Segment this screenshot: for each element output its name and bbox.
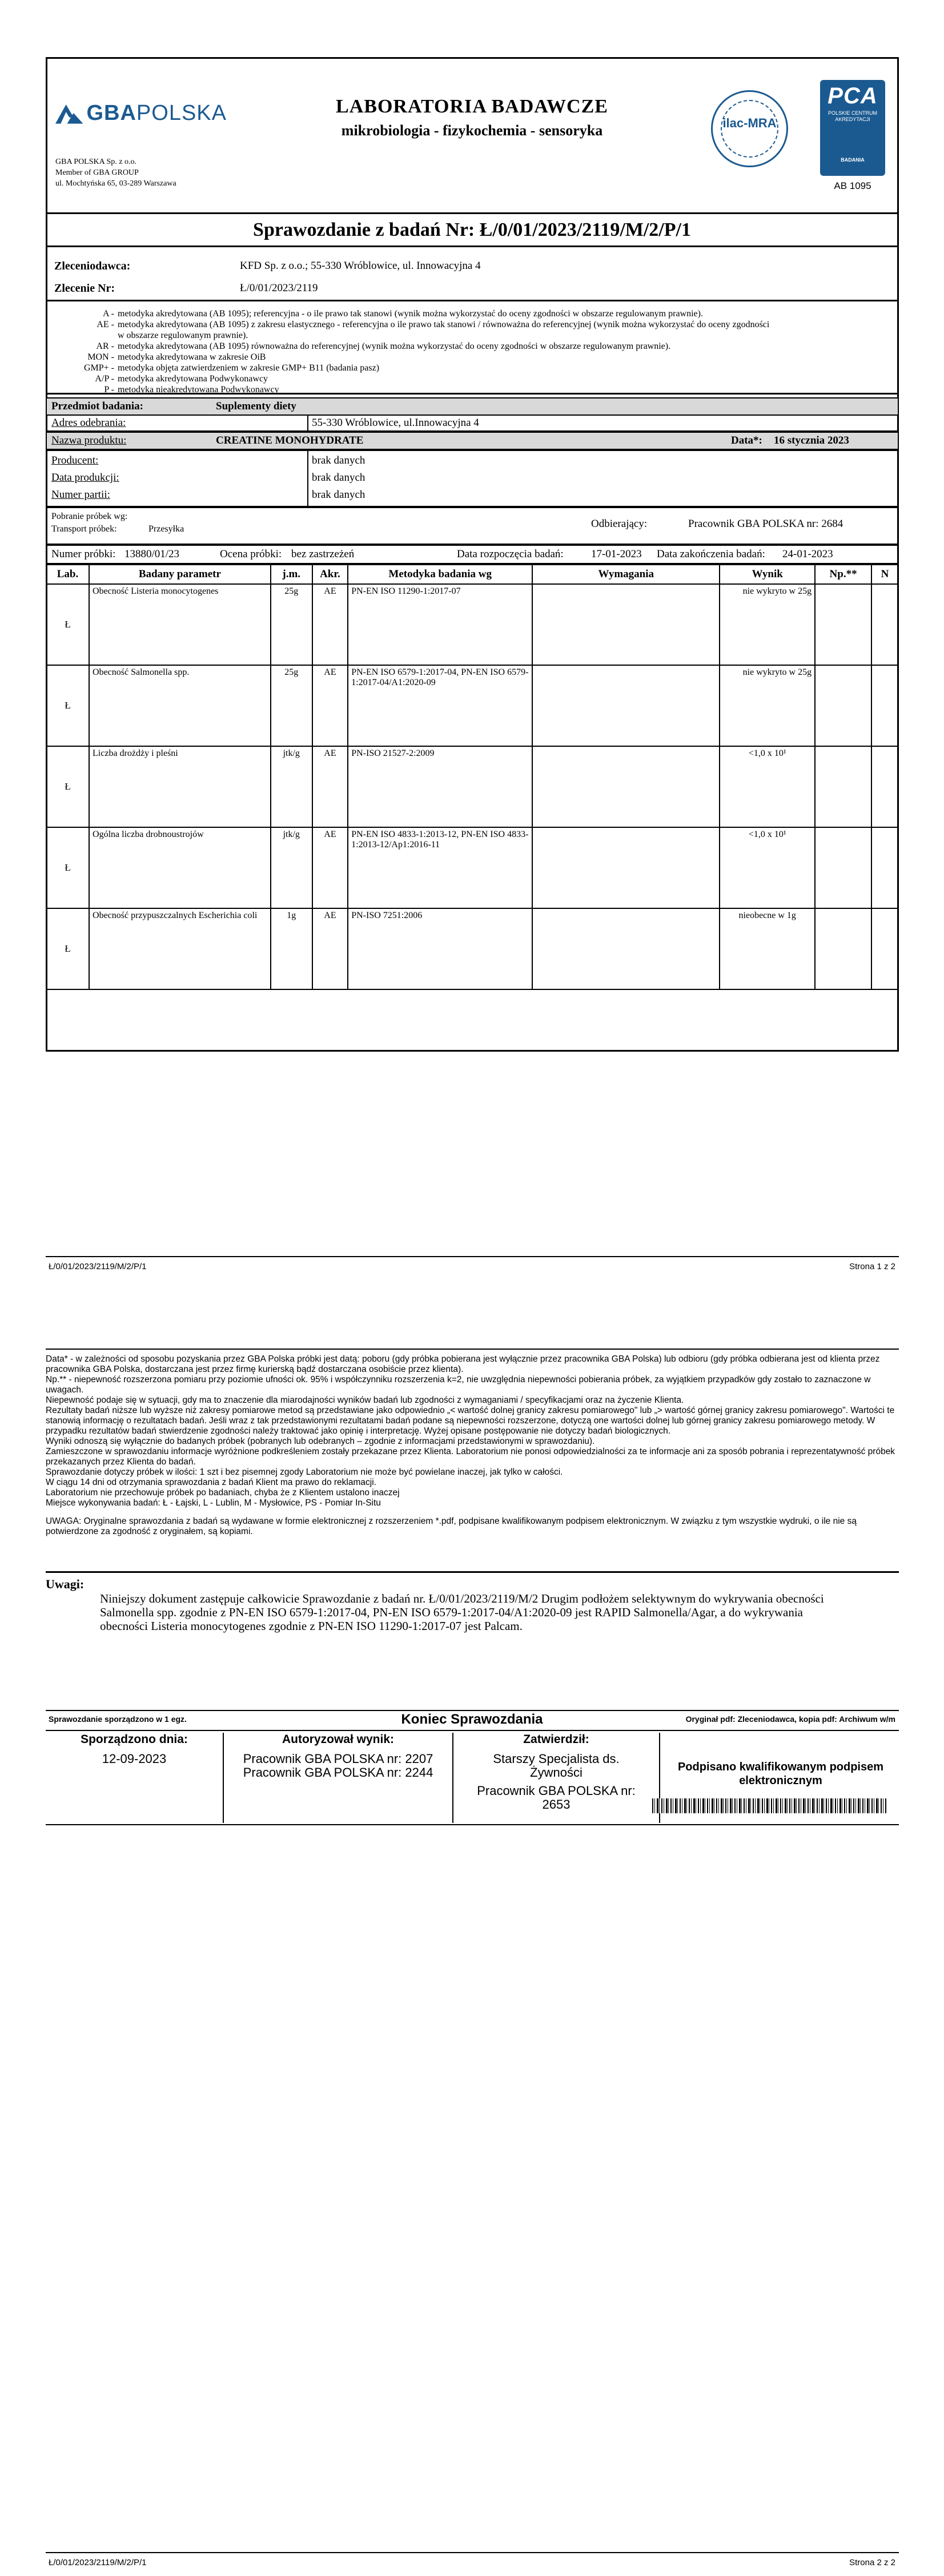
note-text: Rezultaty badań niższe lub wyższe niż zakresy pomiarowe metod są przedstawiane jako odpowiednio „< wartość dolnej granicy zakresu pomiarowego" lub „> wartość górnej granicy zakresu pomiarowego". Wartości te stanowią informację o rezultatach badań. Jeśli wraz z tak przedstawionymi rezultatami badań podane są niepewności rozszerzone, dotyczą one wartości dolnej lub górnej granicy zakresu pomiarowego metody. W przypadku rezultatów badań stwierdzenie zgodności należy traktować jako opinię i interpretację. Wyżej opisane postępowanie nie dotyczy badań biologicznych. — [46, 1406, 895, 1436]
legend-code: GMP+ - — [83, 363, 114, 373]
table-row — [46, 665, 898, 746]
authorized-label: Autoryzował wynik: — [282, 1733, 395, 1746]
transport-value: Przesyłka — [148, 524, 184, 534]
legend-code — [66, 330, 118, 341]
product-label: Nazwa produktu: — [51, 434, 127, 446]
cell-method: PN-ISO 21527-2:2009 — [348, 746, 532, 827]
legend-code: P - — [104, 385, 114, 395]
cell-n — [871, 827, 898, 908]
start-date-value: 17-01-2023 — [591, 548, 642, 560]
receiver-value: Pracownik GBA POLSKA nr: 2684 — [688, 518, 843, 530]
approved-label: Zatwierdził: — [523, 1733, 589, 1746]
cell-n — [871, 908, 898, 989]
cell-lab: Ł — [46, 746, 89, 827]
warning-text: UWAGA: Oryginalne sprawozdania z badań są wydawane w formie elektronicznej z rozszerzeniem *.pdf, podpisane kwalifikowanym podpisem elektronicznym. W związku z tym wszystkie wydruki, o ile nie są potwierdzone za zgodność z oryginałem, są kopiami. — [46, 1516, 857, 1536]
col-header: Np.** — [815, 565, 871, 584]
page-1-footer-ref: Ł/0/01/2023/2119/M/2/P/1 — [49, 1262, 147, 1271]
cell-result: <1,0 x 10¹ — [720, 746, 815, 827]
cell-unit: 1g — [271, 908, 312, 989]
notes-block — [46, 1354, 899, 1537]
end-bar-top-rule — [46, 1710, 899, 1711]
note-text: Data* - w zależności od sposobu pozyskania przez GBA Polska próbki jest datą: poboru (gdy próbka pobierana jest wyłącznie przez pracownika GBA Polska) lub odbioru (gdy próbka odbierana jest od klienta przez pracownika GBA Polska, dostarczana jest przez firmę kurierską bądź dostarczana osobiście przez klienta). — [46, 1354, 880, 1374]
subject-value: Suplementy diety — [216, 400, 296, 412]
results-table — [46, 564, 899, 990]
note-text: Zamieszczone w sprawozdaniu informacje wyróżnione podkreśleniem zostały przekazane przez Klienta. Laboratorium nie ponosi odpowiedzialności za te informacje ani za sposób pobrania i reprezentatywność próbek przekazanych przez Klienta do badań. — [46, 1447, 895, 1467]
col-header: Wymagania — [532, 565, 720, 584]
cell-param: Ogólna liczba drobnoustrojów — [89, 827, 271, 908]
cell-requirement — [532, 827, 720, 908]
subject-row — [46, 397, 899, 416]
cell-accreditation: AE — [312, 584, 348, 665]
ilac-mra-logo — [711, 90, 788, 167]
legend-code: AE - — [97, 320, 114, 329]
cell-result: nie wykryto w 25g — [720, 584, 815, 665]
divider — [46, 245, 899, 247]
cell-unit: jtk/g — [271, 746, 312, 827]
cell-unit: jtk/g — [271, 827, 312, 908]
sample-no-value: 13880/01/23 — [124, 548, 180, 560]
address-value: 55-330 Wróblowice, ul.Innowacyjna 4 — [312, 417, 479, 429]
batch-label: Numer partii: — [51, 489, 110, 501]
cell-np — [815, 908, 871, 989]
producer-label: Producent: — [51, 454, 99, 466]
cell-accreditation: AE — [312, 665, 348, 746]
lab-title: LABORATORIA BADAWCZE — [336, 96, 608, 117]
cell-lab: Ł — [46, 827, 89, 908]
note-text: Laboratorium nie przechowuje próbek po badaniach, chyba że z Klientem ustalono inaczej — [46, 1488, 400, 1498]
signature-bottom-rule — [46, 1824, 899, 1825]
producer-value: brak danych — [312, 454, 365, 466]
page-1-footer-page: Strona 1 z 2 — [849, 1262, 895, 1271]
cell-unit: 25g — [271, 584, 312, 665]
cell-n — [871, 665, 898, 746]
legend-code: A - — [103, 309, 114, 319]
legend-code: AR - — [96, 341, 114, 351]
divider — [46, 212, 899, 214]
prepared-cell — [46, 1733, 224, 1823]
cell-accreditation: AE — [312, 908, 348, 989]
cell-param: Obecność Listeria monocytogenes — [89, 584, 271, 665]
page-1-footer-rule — [46, 1256, 899, 1257]
note-text: W ciągu 14 dni od otrzymania sprawozdania z badań Klient ma prawo do reklamacji. — [46, 1478, 376, 1487]
legend-text: metodyka objęta zatwierdzeniem w zakresie GMP+ B11 (badania pasz) — [118, 363, 380, 373]
table-header-row — [46, 565, 898, 584]
col-header: Badany parametr — [89, 565, 271, 584]
order-value: Ł/0/01/2023/2119 — [240, 282, 318, 294]
prepared-label: Sporządzono dnia: — [81, 1733, 188, 1746]
table-row — [46, 827, 898, 908]
start-date-label: Data rozpoczęcia badań: — [457, 548, 564, 560]
pca-big-text: PCA — [827, 83, 878, 108]
cell-result: <1,0 x 10¹ — [720, 827, 815, 908]
cell-method: PN-EN ISO 4833-1:2013-12, PN-EN ISO 4833-1:2013-12/Ap1:2016-11 — [348, 827, 532, 908]
end-date-value: 24-01-2023 — [782, 548, 833, 560]
address-label: Adres odebrania: — [51, 417, 126, 429]
cell-n — [871, 746, 898, 827]
client-value: KFD Sp. z o.o.; 55-330 Wróblowice, ul. Innowacyjna 4 — [240, 260, 481, 272]
divider — [46, 1571, 899, 1573]
cell-method: PN-ISO 7251:2006 — [348, 908, 532, 989]
logo-gba-text: GBA — [86, 100, 136, 125]
col-header: j.m. — [271, 565, 312, 584]
divider — [46, 300, 899, 301]
col-header: Wynik — [720, 565, 815, 584]
copies-note: Sprawozdanie sporządzono w 1 egz. — [49, 1714, 187, 1724]
production-date-value: brak danych — [312, 472, 365, 484]
cell-param: Liczba drożdży i pleśni — [89, 746, 271, 827]
legend-code: A/P - — [95, 374, 114, 384]
pca-logo — [820, 80, 885, 176]
accreditation-legend — [66, 308, 894, 395]
cell-method: PN-EN ISO 11290-1:2017-07 — [348, 584, 532, 665]
page-2-footer-page: Strona 2 z 2 — [849, 2558, 895, 2567]
cell-requirement — [532, 908, 720, 989]
cell-lab: Ł — [46, 908, 89, 989]
legend-text: metodyka akredytowana w zakresie OiB — [118, 352, 266, 362]
divider — [46, 393, 899, 395]
table-row — [46, 908, 898, 989]
legend-text: metodyka akredytowana (AB 1095) równoważna do referencyjnej (wynik można wykorzystać do oceny zgodności w obszarze regulowanym prawnie). — [118, 341, 671, 351]
table-row — [46, 746, 898, 827]
logo-polska-text: POLSKA — [136, 100, 227, 125]
product-row — [46, 432, 899, 450]
legend-text: metodyka akredytowana (AB 1095); referencyjna - o ile prawo tak stanowi (wynik można wykorzystać do oceny zgodności w obszarze regulowanym prawnie). — [118, 309, 703, 319]
cell-requirement — [532, 746, 720, 827]
receiver-label: Odbierający: — [591, 518, 648, 530]
remarks-body: Niniejszy dokument zastępuje całkowicie Sprawozdanie z badań nr. Ł/0/01/2023/2119/M/2 Drugim podłożem selektywnym do wykrywania obecności Salmonella spp. zgodnie z PN-EN ISO 6579-1:2017-04, PN-EN ISO 6579-1:2017-04/A1:2020-09 jest RAPID Salmonella/Agar, a do wykrywania obecności Listeria monocytogenes zgodnie z PN-EN ISO 11290-1:2017-07 jest Palcam. — [100, 1592, 824, 1633]
notes-top-rule — [46, 1349, 899, 1350]
order-label: Zlecenie Nr: — [54, 282, 115, 295]
note-text: Sprawozdanie dotyczy próbek w ilości: 1 szt i bez pisemnej zgody Laboratorium nie może być powielane inaczej, jak tylko w całości. — [46, 1467, 563, 1477]
cell-requirement — [532, 584, 720, 665]
batch-value: brak danych — [312, 489, 365, 501]
subject-label: Przedmiot badania: — [51, 400, 143, 412]
pca-small-text: POLSKIE CENTRUM AKREDYTACJI — [827, 110, 877, 122]
cell-requirement — [532, 665, 720, 746]
col-header: Metodyka badania wg — [348, 565, 532, 584]
legend-code: MON - — [87, 352, 114, 362]
cell-n — [871, 584, 898, 665]
cell-np — [815, 584, 871, 665]
cell-unit: 25g — [271, 665, 312, 746]
signature-barcode — [652, 1798, 886, 1813]
legend-text: metodyka akredytowana Podwykonawcy — [118, 374, 268, 384]
assessment-label: Ocena próbki: — [220, 548, 282, 560]
company-info — [55, 156, 176, 189]
cell-result: nieobecne w 1g — [720, 908, 815, 989]
authorized-cell — [224, 1733, 453, 1823]
legend-text: w obszarze regulowanym prawnie). — [118, 331, 248, 340]
transport-label: Transport próbek: — [51, 524, 117, 534]
authorized-value: Pracownik GBA POLSKA nr: 2244 — [243, 1765, 433, 1780]
note-text: Np.** - niepewność rozszerzona pomiaru przy poziomie ufności ok. 95% i współczynniku rozszerzenia k=2, nie uwzględnia niepewności pobierania próbek, za wyjątkiem przypadków gdy zostało to zaznaczone w uwagach. — [46, 1375, 871, 1395]
cell-np — [815, 665, 871, 746]
approved-value: Pracownik GBA POLSKA nr: 2653 — [477, 1784, 636, 1812]
sampling-label: Pobranie próbek wg: — [51, 512, 128, 521]
table-row — [46, 584, 898, 665]
authorized-value: Pracownik GBA POLSKA nr: 2207 — [243, 1752, 433, 1766]
company-line: ul. Mochtyńska 65, 03-289 Warszawa — [55, 179, 176, 188]
signed-electronically: Podpisano kwalifikowanym podpisem elektronicznym — [677, 1761, 884, 1787]
legend-text: metodyka nieakredytowana Podwykonawcy — [118, 385, 279, 395]
col-header: Lab. — [46, 565, 89, 584]
production-date-label: Data produkcji: — [51, 472, 119, 484]
note-text: Niepewność podaje się w sytuacji, gdy ma to znaczenie dla miarodajności wyników badań lub zgodności z wymaganiami / specyfikacjami oraz na życzenie Klienta. — [46, 1395, 684, 1405]
approved-cell — [453, 1733, 660, 1823]
end-date-label: Data zakończenia badań: — [657, 548, 765, 560]
cell-method: PN-EN ISO 6579-1:2017-04, PN-EN ISO 6579-1:2017-04/A1:2020-09 — [348, 665, 532, 746]
page-2-footer-ref: Ł/0/01/2023/2119/M/2/P/1 — [49, 2558, 147, 2567]
cell-param: Obecność Salmonella spp. — [89, 665, 271, 746]
page-2-footer-rule — [46, 2552, 899, 2553]
remarks-block — [46, 1577, 899, 1633]
pca-badge-text: BADANIA — [841, 157, 865, 163]
prepared-value: 12-09-2023 — [102, 1752, 167, 1766]
date-label: Data*: — [731, 434, 762, 446]
note-text: Wyniki odnoszą się wyłącznie do badanych próbek (pobranych lub odebranych – zgodnie z informacjami przedstawionymi w sprawozdaniu). — [46, 1436, 595, 1446]
cell-accreditation: AE — [312, 746, 348, 827]
lab-subtitle: mikrobiologia - fizykochemia - sensoryka — [341, 122, 603, 139]
approved-title: Starszy Specjalista ds. Żywności — [493, 1752, 620, 1780]
assessment-value: bez zastrzeżeń — [291, 548, 355, 560]
report-title: Sprawozdanie z badań Nr: Ł/0/01/2023/2119/M/2/P/1 — [253, 219, 691, 240]
cell-lab: Ł — [46, 584, 89, 665]
ilac-mra-text: ilac-MRA — [722, 116, 777, 130]
legend-text: metodyka akredytowana (AB 1095) z zakresu elastycznego - referencyjna o ile prawo tak stanowi / równoważna do referencyjnej (wynik można wykorzystać do oceny zgodności — [118, 320, 770, 329]
cell-np — [815, 746, 871, 827]
col-header: Akr. — [312, 565, 348, 584]
remarks-title: Uwagi: — [46, 1577, 85, 1591]
accreditation-number: AB 1095 — [834, 180, 871, 191]
col-header: N — [871, 565, 898, 584]
client-label: Zleceniodawca: — [54, 260, 131, 272]
sample-no-label: Numer próbki: — [51, 548, 116, 560]
cell-accreditation: AE — [312, 827, 348, 908]
cell-np — [815, 827, 871, 908]
cell-lab: Ł — [46, 665, 89, 746]
end-bar-bottom-rule — [46, 1730, 899, 1731]
end-of-report: Koniec Sprawozdania — [401, 1712, 543, 1727]
note-text: Miejsce wykonywania badań: Ł - Łajski, L - Lublin, M - Mysłowice, PS - Pomiar In-Situ — [46, 1498, 381, 1508]
original-note: Oryginał pdf: Zleceniodawca, kopia pdf: Archiwum w/m — [685, 1714, 895, 1724]
cell-result: nie wykryto w 25g — [720, 665, 815, 746]
cell-param: Obecność przypuszczalnych Escherichia coli — [89, 908, 271, 989]
company-line: Member of GBA GROUP — [55, 168, 139, 177]
company-line: GBA POLSKA Sp. z o.o. — [55, 158, 136, 166]
date-value: 16 stycznia 2023 — [774, 434, 849, 446]
product-value: CREATINE MONOHYDRATE — [216, 434, 364, 446]
